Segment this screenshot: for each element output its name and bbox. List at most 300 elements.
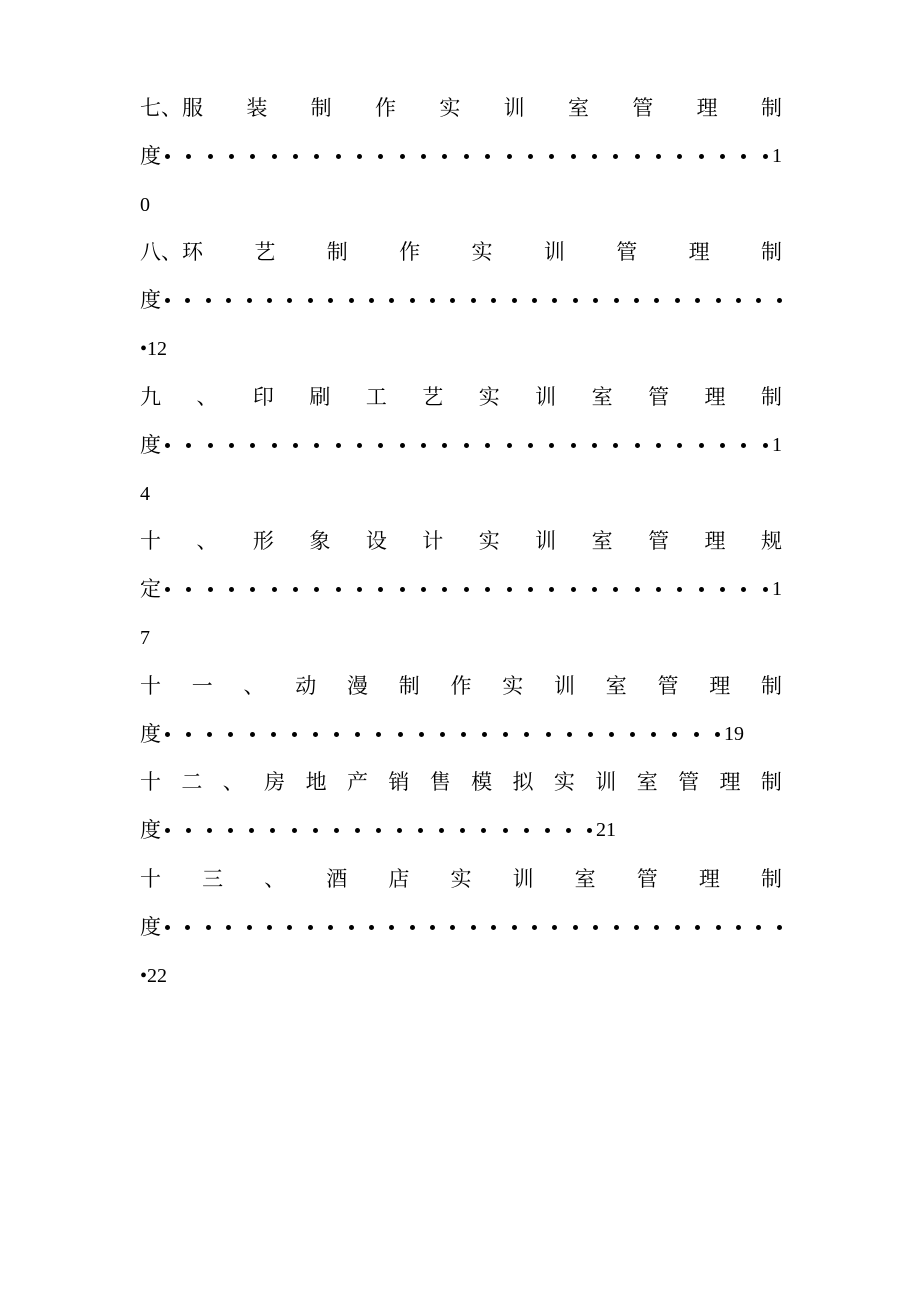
page-number: 19 — [724, 723, 744, 745]
page-number: 0 — [140, 194, 150, 216]
leader-dot — [292, 732, 297, 737]
leader-dot — [369, 298, 374, 303]
leader-dot — [672, 732, 677, 737]
leader-dot — [389, 925, 394, 930]
leader-dot — [763, 443, 768, 448]
toc-char: 制 — [398, 674, 420, 698]
toc-char: 九 — [140, 385, 161, 409]
toc-char: 十 — [140, 529, 161, 553]
leader-dot — [421, 154, 426, 159]
leader-dot — [741, 443, 746, 448]
toc-char: 销 — [388, 770, 410, 794]
leader-dot — [271, 732, 276, 737]
toc-cont-char: 定 — [140, 577, 161, 601]
leader-dot — [186, 732, 191, 737]
leader-dot — [552, 925, 557, 930]
leader-dot — [229, 587, 234, 592]
toc-char: 、 — [243, 674, 265, 698]
toc-cont-char: 度 — [140, 818, 161, 842]
leader-dot — [528, 443, 533, 448]
leader-dot — [267, 925, 272, 930]
leader-dot — [376, 732, 381, 737]
toc-char: 装 — [246, 96, 268, 120]
leader-dot — [293, 587, 298, 592]
leader-dot — [314, 587, 319, 592]
leader-dot — [450, 298, 455, 303]
toc-char: 八、环 — [140, 240, 203, 264]
leader-dot — [571, 587, 576, 592]
leader-dot — [228, 732, 233, 737]
toc-char: 训 — [512, 867, 534, 891]
leader-dot — [471, 925, 476, 930]
leader-dot — [571, 443, 576, 448]
leader-dot — [250, 443, 255, 448]
leader-dot — [308, 298, 313, 303]
leader-dot — [292, 828, 297, 833]
toc-entry-12-leader[interactable] — [140, 815, 616, 845]
leader-dot — [308, 925, 313, 930]
leader-dot — [736, 298, 741, 303]
toc-char: 实 — [478, 385, 500, 409]
leader-dot — [715, 732, 720, 737]
leader-dot — [440, 732, 445, 737]
leader-dot — [614, 298, 619, 303]
leader-dot — [186, 828, 191, 833]
toc-char: 、 — [222, 770, 244, 794]
leader-dot — [250, 587, 255, 592]
leader-dot — [549, 443, 554, 448]
leader-dot — [613, 587, 618, 592]
leader-dot — [656, 443, 661, 448]
toc-entry-10-page-wrap — [140, 622, 782, 652]
leader-dot — [287, 925, 292, 930]
leader-dot — [389, 298, 394, 303]
leader-dot — [357, 443, 362, 448]
toc-entry-11-title[interactable] — [140, 671, 782, 701]
toc-char: 地 — [305, 770, 327, 794]
leader-dot — [695, 925, 700, 930]
leader-dot — [229, 154, 234, 159]
toc-entry-13-leader[interactable] — [140, 912, 782, 942]
toc-char: 室 — [574, 867, 596, 891]
toc-char: 管 — [657, 674, 679, 698]
leader-dot — [186, 154, 191, 159]
toc-char: 理 — [709, 674, 731, 698]
leader-dot — [185, 298, 190, 303]
leader-dot — [485, 443, 490, 448]
leader-dot — [507, 443, 512, 448]
leader-dot — [552, 298, 557, 303]
leader-dot — [165, 154, 170, 159]
leader-dot — [609, 732, 614, 737]
leader-dot — [464, 587, 469, 592]
toc-char: 实 — [553, 770, 575, 794]
leader-dot — [165, 587, 170, 592]
leader-dot — [491, 925, 496, 930]
leader-dot — [355, 732, 360, 737]
toc-char: 理 — [698, 867, 720, 891]
leader-dot — [507, 587, 512, 592]
leader-dot — [471, 298, 476, 303]
leader-dot — [378, 443, 383, 448]
leader-dot — [716, 298, 721, 303]
toc-char: 室 — [636, 770, 658, 794]
leader-dot — [592, 443, 597, 448]
leader-dot — [675, 298, 680, 303]
toc-entry-9-page-wrap — [140, 478, 782, 508]
toc-char: 房 — [264, 770, 286, 794]
leader-dot — [334, 732, 339, 737]
toc-char: 训 — [535, 385, 557, 409]
leader-dot — [482, 732, 487, 737]
toc-entry-12-title[interactable] — [140, 767, 782, 797]
toc-char: 制 — [760, 867, 782, 891]
toc-char: 制 — [761, 674, 782, 698]
leader-dot — [270, 828, 275, 833]
leader-dot — [694, 732, 699, 737]
leader-dot — [349, 925, 354, 930]
toc-char: 印 — [252, 385, 274, 409]
toc-char: 模 — [471, 770, 493, 794]
leader-dot — [397, 828, 402, 833]
toc-entry-9-title[interactable] — [140, 382, 782, 412]
leader-dot — [699, 587, 704, 592]
toc-char: 一 — [191, 674, 213, 698]
leader-dot — [226, 298, 231, 303]
toc-entry-8-title[interactable] — [140, 237, 782, 267]
leader-dot — [777, 925, 782, 930]
leader-dot — [419, 732, 424, 737]
leader-dot — [588, 732, 593, 737]
leader-dot — [293, 154, 298, 159]
page-number: 21 — [596, 819, 616, 841]
leader-dot — [357, 154, 362, 159]
toc-char: 、 — [196, 529, 218, 553]
leader-dot — [592, 587, 597, 592]
toc-char: 制 — [326, 240, 348, 264]
toc-cont-char: 度 — [140, 433, 161, 457]
toc-entry-8-leader[interactable] — [140, 285, 782, 315]
toc-char: 制 — [760, 96, 782, 120]
toc-entry-7-leader[interactable] — [140, 141, 782, 171]
toc-char: 训 — [595, 770, 617, 794]
toc-char: 实 — [478, 529, 500, 553]
leader-dot — [336, 587, 341, 592]
page-number: 7 — [140, 627, 150, 649]
toc-char: 七、服 — [140, 96, 203, 120]
toc-char: 理 — [688, 240, 710, 264]
leader-dot — [613, 443, 618, 448]
toc-char: 艺 — [254, 240, 276, 264]
leader-dot — [566, 828, 571, 833]
leader-dot — [208, 587, 213, 592]
toc-entry-10-title[interactable] — [140, 526, 782, 556]
leader-dot — [442, 443, 447, 448]
toc-char: 室 — [591, 529, 613, 553]
toc-entry-9-leader[interactable] — [140, 430, 782, 460]
leader-dot — [464, 154, 469, 159]
leader-dot — [634, 925, 639, 930]
leader-dot — [249, 828, 254, 833]
leader-dot — [613, 154, 618, 159]
leader-dot — [186, 587, 191, 592]
leader-dot — [485, 154, 490, 159]
leader-dot — [545, 828, 550, 833]
leader-dot — [720, 154, 725, 159]
toc-char: 实 — [439, 96, 461, 120]
leader-dot — [460, 828, 465, 833]
toc-entry-7-title[interactable] — [140, 93, 782, 123]
toc-char: 十 — [140, 674, 161, 698]
toc-entry-11-leader[interactable] — [140, 719, 744, 749]
leader-dot — [250, 154, 255, 159]
toc-char: 形 — [252, 529, 274, 553]
leader-dot — [250, 732, 255, 737]
toc-char: 管 — [616, 240, 638, 264]
leader-dot — [400, 154, 405, 159]
toc-char: 动 — [295, 674, 317, 698]
leader-dot — [720, 587, 725, 592]
leader-dot — [656, 154, 661, 159]
toc-char: 理 — [704, 385, 726, 409]
leader-dot — [376, 828, 381, 833]
toc-char: 计 — [422, 529, 444, 553]
toc-char: 、 — [264, 867, 286, 891]
toc-char: 十 — [140, 770, 161, 794]
toc-char: 制 — [760, 385, 782, 409]
toc-char: 售 — [429, 770, 451, 794]
toc-char: 训 — [535, 529, 557, 553]
toc-char: 酒 — [326, 867, 348, 891]
leader-dot — [546, 732, 551, 737]
toc-char: 拟 — [512, 770, 534, 794]
leader-dot — [206, 925, 211, 930]
page-number: 4 — [140, 483, 150, 505]
leader-dot — [741, 587, 746, 592]
toc-char: 室 — [605, 674, 627, 698]
toc-char: 理 — [719, 770, 741, 794]
leader-dot — [524, 732, 529, 737]
leader-dot — [777, 298, 782, 303]
leader-dot — [267, 298, 272, 303]
toc-char: 产 — [346, 770, 368, 794]
leader-dot — [763, 154, 768, 159]
dot-leader — [161, 587, 772, 592]
leader-dot — [328, 298, 333, 303]
leader-dot — [756, 298, 761, 303]
toc-entry-8-page-wrap — [140, 333, 782, 363]
leader-dot — [313, 732, 318, 737]
leader-dot — [503, 828, 508, 833]
toc-char: 理 — [704, 529, 726, 553]
leader-dot — [313, 828, 318, 833]
leader-dot — [675, 925, 680, 930]
leader-dot — [378, 154, 383, 159]
leader-dot — [185, 925, 190, 930]
leader-dot — [567, 732, 572, 737]
toc-char: 实 — [471, 240, 493, 264]
leader-dot — [247, 298, 252, 303]
leader-dot — [614, 925, 619, 930]
leader-dot — [421, 443, 426, 448]
toc-char: 艺 — [422, 385, 444, 409]
leader-dot — [741, 154, 746, 159]
toc-char: 训 — [543, 240, 565, 264]
page-number: •12 — [140, 338, 168, 360]
leader-dot — [229, 443, 234, 448]
leader-dot — [165, 828, 170, 833]
leader-dot — [571, 154, 576, 159]
leader-dot — [272, 443, 277, 448]
toc-char: 管 — [632, 96, 654, 120]
toc-char: 、 — [196, 385, 218, 409]
leader-dot — [418, 828, 423, 833]
leader-dot — [430, 298, 435, 303]
leader-dot — [532, 298, 537, 303]
leader-dot — [573, 925, 578, 930]
leader-dot — [208, 443, 213, 448]
toc-char: 作 — [450, 674, 472, 698]
toc-entry-13-title[interactable] — [140, 864, 782, 894]
leader-dot — [485, 587, 490, 592]
leader-dot — [736, 925, 741, 930]
leader-dot — [165, 443, 170, 448]
leader-dot — [512, 925, 517, 930]
leader-dot — [549, 154, 554, 159]
leader-dot — [549, 587, 554, 592]
leader-dot — [630, 732, 635, 737]
leader-dot — [716, 925, 721, 930]
toc-char: 管 — [678, 770, 700, 794]
leader-dot — [512, 298, 517, 303]
leader-dot — [720, 443, 725, 448]
leader-dot — [592, 154, 597, 159]
toc-char: 作 — [374, 96, 396, 120]
toc-char: 店 — [388, 867, 410, 891]
leader-dot — [528, 154, 533, 159]
leader-dot — [208, 154, 213, 159]
leader-dot — [654, 925, 659, 930]
leader-dot — [763, 587, 768, 592]
leader-dot — [442, 587, 447, 592]
toc-char: 漫 — [347, 674, 368, 698]
toc-char: 实 — [502, 674, 524, 698]
leader-dot — [695, 298, 700, 303]
leader-dot — [336, 154, 341, 159]
leader-dot — [587, 828, 592, 833]
page-number: 1 — [772, 578, 782, 600]
leader-dot — [186, 443, 191, 448]
toc-entry-13-page-wrap — [140, 960, 782, 990]
leader-dot — [430, 925, 435, 930]
dot-leader — [161, 298, 782, 303]
leader-dot — [400, 443, 405, 448]
toc-char: 理 — [696, 96, 718, 120]
toc-char: 管 — [636, 867, 658, 891]
toc-char: 训 — [554, 674, 575, 698]
toc-cont-char: 度 — [140, 288, 161, 312]
toc-char: 室 — [591, 385, 613, 409]
leader-dot — [247, 925, 252, 930]
leader-dot — [226, 925, 231, 930]
leader-dot — [272, 154, 277, 159]
toc-entry-10-leader[interactable] — [140, 574, 782, 604]
leader-dot — [635, 443, 640, 448]
leader-dot — [328, 925, 333, 930]
page-number: 1 — [772, 145, 782, 167]
leader-dot — [507, 154, 512, 159]
leader-dot — [165, 298, 170, 303]
toc-entry-7-page-wrap — [140, 189, 782, 219]
toc-char: 管 — [648, 385, 670, 409]
leader-dot — [336, 443, 341, 448]
toc-cont-char: 度 — [140, 144, 161, 168]
leader-dot — [524, 828, 529, 833]
toc-char: 制 — [760, 770, 782, 794]
toc-cont-char: 度 — [140, 722, 161, 746]
toc-char: 实 — [450, 867, 472, 891]
leader-dot — [461, 732, 466, 737]
leader-dot — [491, 298, 496, 303]
leader-dot — [756, 925, 761, 930]
leader-dot — [654, 298, 659, 303]
leader-dot — [287, 298, 292, 303]
leader-dot — [481, 828, 486, 833]
dot-leader — [161, 154, 772, 159]
toc-char: 训 — [503, 96, 525, 120]
toc-char: 二 — [181, 770, 203, 794]
leader-dot — [573, 298, 578, 303]
page-number: 1 — [772, 434, 782, 456]
leader-dot — [464, 443, 469, 448]
leader-dot — [677, 587, 682, 592]
leader-dot — [398, 732, 403, 737]
leader-dot — [206, 298, 211, 303]
leader-dot — [410, 298, 415, 303]
toc-char: 作 — [399, 240, 421, 264]
leader-dot — [421, 587, 426, 592]
leader-dot — [357, 587, 362, 592]
dot-leader — [161, 828, 596, 833]
leader-dot — [442, 154, 447, 159]
leader-dot — [400, 587, 405, 592]
leader-dot — [314, 154, 319, 159]
dot-leader — [161, 925, 782, 930]
leader-dot — [593, 298, 598, 303]
leader-dot — [532, 925, 537, 930]
leader-dot — [439, 828, 444, 833]
leader-dot — [207, 732, 212, 737]
toc-char: 室 — [567, 96, 589, 120]
toc-char: 象 — [309, 529, 331, 553]
dot-leader — [161, 732, 724, 737]
leader-dot — [207, 828, 212, 833]
toc-char: 设 — [365, 529, 387, 553]
toc-char: 制 — [761, 240, 782, 264]
leader-dot — [410, 925, 415, 930]
dot-leader — [161, 443, 772, 448]
leader-dot — [651, 732, 656, 737]
leader-dot — [503, 732, 508, 737]
leader-dot — [593, 925, 598, 930]
leader-dot — [677, 443, 682, 448]
leader-dot — [314, 443, 319, 448]
leader-dot — [656, 587, 661, 592]
toc-char: 管 — [648, 529, 670, 553]
leader-dot — [450, 925, 455, 930]
toc-char: 工 — [365, 385, 387, 409]
leader-dot — [165, 925, 170, 930]
